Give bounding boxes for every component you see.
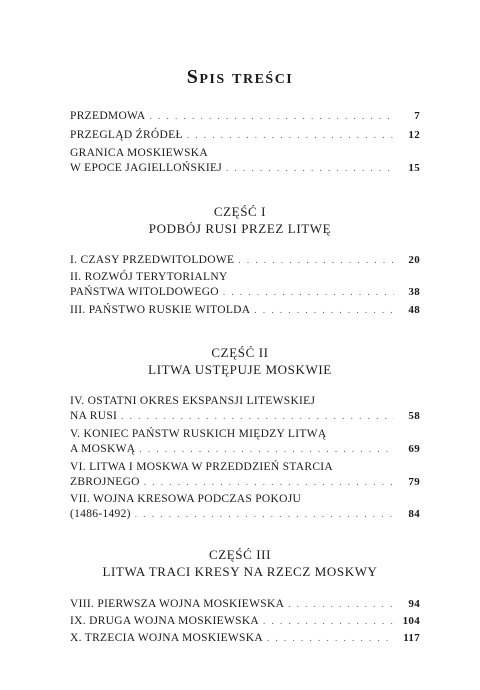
- toc-entry-border[interactable]: [70, 146, 420, 176]
- leader-dots: [288, 597, 394, 612]
- toc-entry-ch7[interactable]: [70, 492, 420, 522]
- leader-dots: [263, 614, 394, 629]
- leader-dots: [238, 253, 394, 268]
- toc-entry-ch2[interactable]: [70, 270, 420, 300]
- toc-entry-title: W EPOCE JAGIELLOŃSKIEJ: [70, 162, 223, 174]
- toc-entry-title: PAŃSTWA WITOLDOWEGO: [70, 286, 219, 298]
- toc-entry-ch8[interactable]: [70, 597, 420, 612]
- toc-entry-page: 79: [408, 476, 420, 488]
- toc-entry-sources[interactable]: [70, 128, 420, 143]
- leader-dots: [150, 109, 394, 124]
- toc-entry-page: 7: [414, 110, 420, 122]
- toc-entry-title-line1: GRANICA MOSKIEWSKA: [70, 147, 208, 159]
- toc-entry-page: 104: [402, 615, 420, 627]
- toc-entry-title-line1: VII. WOJNA KRESOWA PODCZAS POKOJU: [70, 493, 302, 505]
- part-number: CZĘŚĆ I: [213, 204, 267, 219]
- toc-entry-page: 69: [408, 443, 420, 455]
- toc-entry-page: 38: [408, 286, 420, 298]
- toc-entry-page: 12: [408, 129, 420, 141]
- part-number: CZĘŚĆ III: [208, 547, 272, 562]
- page-title: Spis treści: [186, 66, 294, 88]
- leader-dots: [254, 303, 394, 318]
- leader-dots: [139, 442, 394, 457]
- toc-entry-title-line1: V. KONIEC PAŃSTW RUSKICH MIĘDZY LITWĄ: [70, 428, 327, 440]
- toc-entry-title: VIII. PIERWSZA WOJNA MOSKIEWSKA: [70, 598, 285, 610]
- toc-entry-title: IX. DRUGA WOJNA MOSKIEWSKA: [70, 615, 260, 627]
- toc-entry-page: 84: [408, 508, 420, 520]
- leader-dots: [267, 631, 394, 646]
- part-name: LITWA TRACI KRESY NA RZECZ MOSKWY: [102, 564, 378, 579]
- toc-entry-ch4[interactable]: [70, 394, 420, 424]
- toc-entry-title: PRZEGLĄD ŹRÓDEŁ: [70, 129, 183, 141]
- toc-entry-title: I. CZASY PRZEDWITOLDOWE: [70, 254, 235, 266]
- toc-entry-preface[interactable]: [70, 109, 420, 124]
- part-heading-2: [0, 344, 480, 378]
- toc-entry-page: 15: [408, 162, 420, 174]
- part-heading-3: [0, 546, 480, 580]
- toc-entry-title: (1486-1492): [70, 508, 131, 520]
- toc-entry-title: NA RUSI: [70, 410, 118, 422]
- toc-entry-title: X. TRZECIA WOJNA MOSKIEWSKA: [70, 632, 263, 644]
- toc-entry-title-line1: II. ROZWÓJ TERYTORIALNY: [70, 271, 228, 283]
- toc-entry-page: 94: [408, 598, 420, 610]
- toc-entry-page: 58: [408, 410, 420, 422]
- toc-entry-page: 20: [408, 254, 420, 266]
- leader-dots: [187, 128, 394, 143]
- part-name: LITWA USTĘPUJE MOSKWIE: [148, 362, 332, 377]
- part-name: PODBÓJ RUSI PRZEZ LITWĘ: [148, 221, 332, 236]
- part-number: CZĘŚĆ II: [211, 345, 269, 360]
- toc-entry-ch1[interactable]: [70, 253, 420, 268]
- toc-entry-title: ZBROJNEGO: [70, 476, 140, 488]
- toc-entry-title: PRZEDMOWA: [70, 110, 146, 122]
- toc-entry-ch5[interactable]: [70, 427, 420, 457]
- toc-entry-title-line1: VI. LITWA I MOSKWA W PRZEDDZIEŃ STARCIA: [70, 461, 334, 473]
- leader-dots: [223, 285, 394, 300]
- leader-dots: [144, 475, 394, 490]
- toc-entry-ch6[interactable]: [70, 460, 420, 490]
- toc-entry-title: A MOSKWĄ: [70, 443, 136, 455]
- toc-entry-ch10[interactable]: [70, 631, 420, 646]
- leader-dots: [135, 507, 394, 522]
- part-heading-1: [0, 203, 480, 237]
- toc-entry-ch3[interactable]: [70, 303, 420, 318]
- toc-entry-title: III. PAŃSTWO RUSKIE WITOLDA: [70, 304, 251, 316]
- leader-dots: [121, 409, 394, 424]
- toc-entry-page: 117: [403, 632, 420, 644]
- toc-entry-ch9[interactable]: [70, 614, 420, 629]
- toc-entry-page: 48: [408, 304, 420, 316]
- leader-dots: [226, 161, 394, 176]
- toc-entry-title-line1: IV. OSTATNI OKRES EKSPANSJI LITEWSKIEJ: [70, 395, 316, 407]
